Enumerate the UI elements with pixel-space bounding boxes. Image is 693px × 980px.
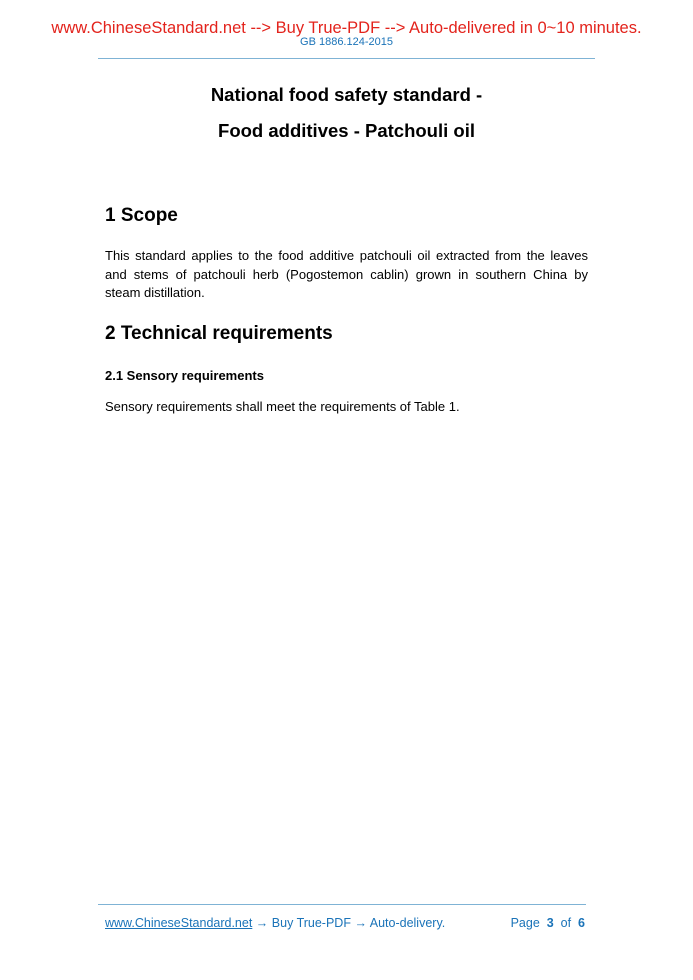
section-heading-scope: 1 Scope <box>105 205 178 226</box>
page-label: Page <box>510 916 540 930</box>
section-heading-technical-requirements: 2 Technical requirements <box>105 323 333 344</box>
document-title-line-2: Food additives - Patchouli oil <box>218 120 475 141</box>
header-banner[interactable]: www.ChineseStandard.net --> Buy True-PDF --> Auto-delivered in 0~10 minutes. <box>51 19 642 37</box>
page-current: 3 <box>546 916 554 930</box>
footer-buy-text: Buy True-PDF <box>271 916 351 930</box>
scope-paragraph: This standard applies to the food additive patchouli oil extracted from the leaves and stems of patchouli herb (Pogostemon cablin) grown in southern China by steam distillation. <box>105 248 588 300</box>
page-total: 6 <box>578 916 585 930</box>
footer-divider <box>98 904 586 905</box>
standard-code: GB 1886.124-2015 <box>300 36 393 48</box>
footer-site-link[interactable]: www.ChineseStandard.net <box>105 916 253 930</box>
subsection-heading-sensory: 2.1 Sensory requirements <box>105 368 264 383</box>
page-indicator <box>511 915 585 931</box>
header-divider <box>98 58 595 59</box>
page-of-label: of <box>560 916 572 930</box>
sensory-paragraph: Sensory requirements shall meet the requirements of Table 1. <box>105 399 460 414</box>
footer-delivery-text: Auto-delivery. <box>369 916 446 930</box>
arrow-right-icon: → <box>354 916 367 930</box>
arrow-right-icon: → <box>255 916 269 930</box>
footer-promo <box>105 915 445 931</box>
document-title-line-1: National food safety standard - <box>210 84 483 105</box>
